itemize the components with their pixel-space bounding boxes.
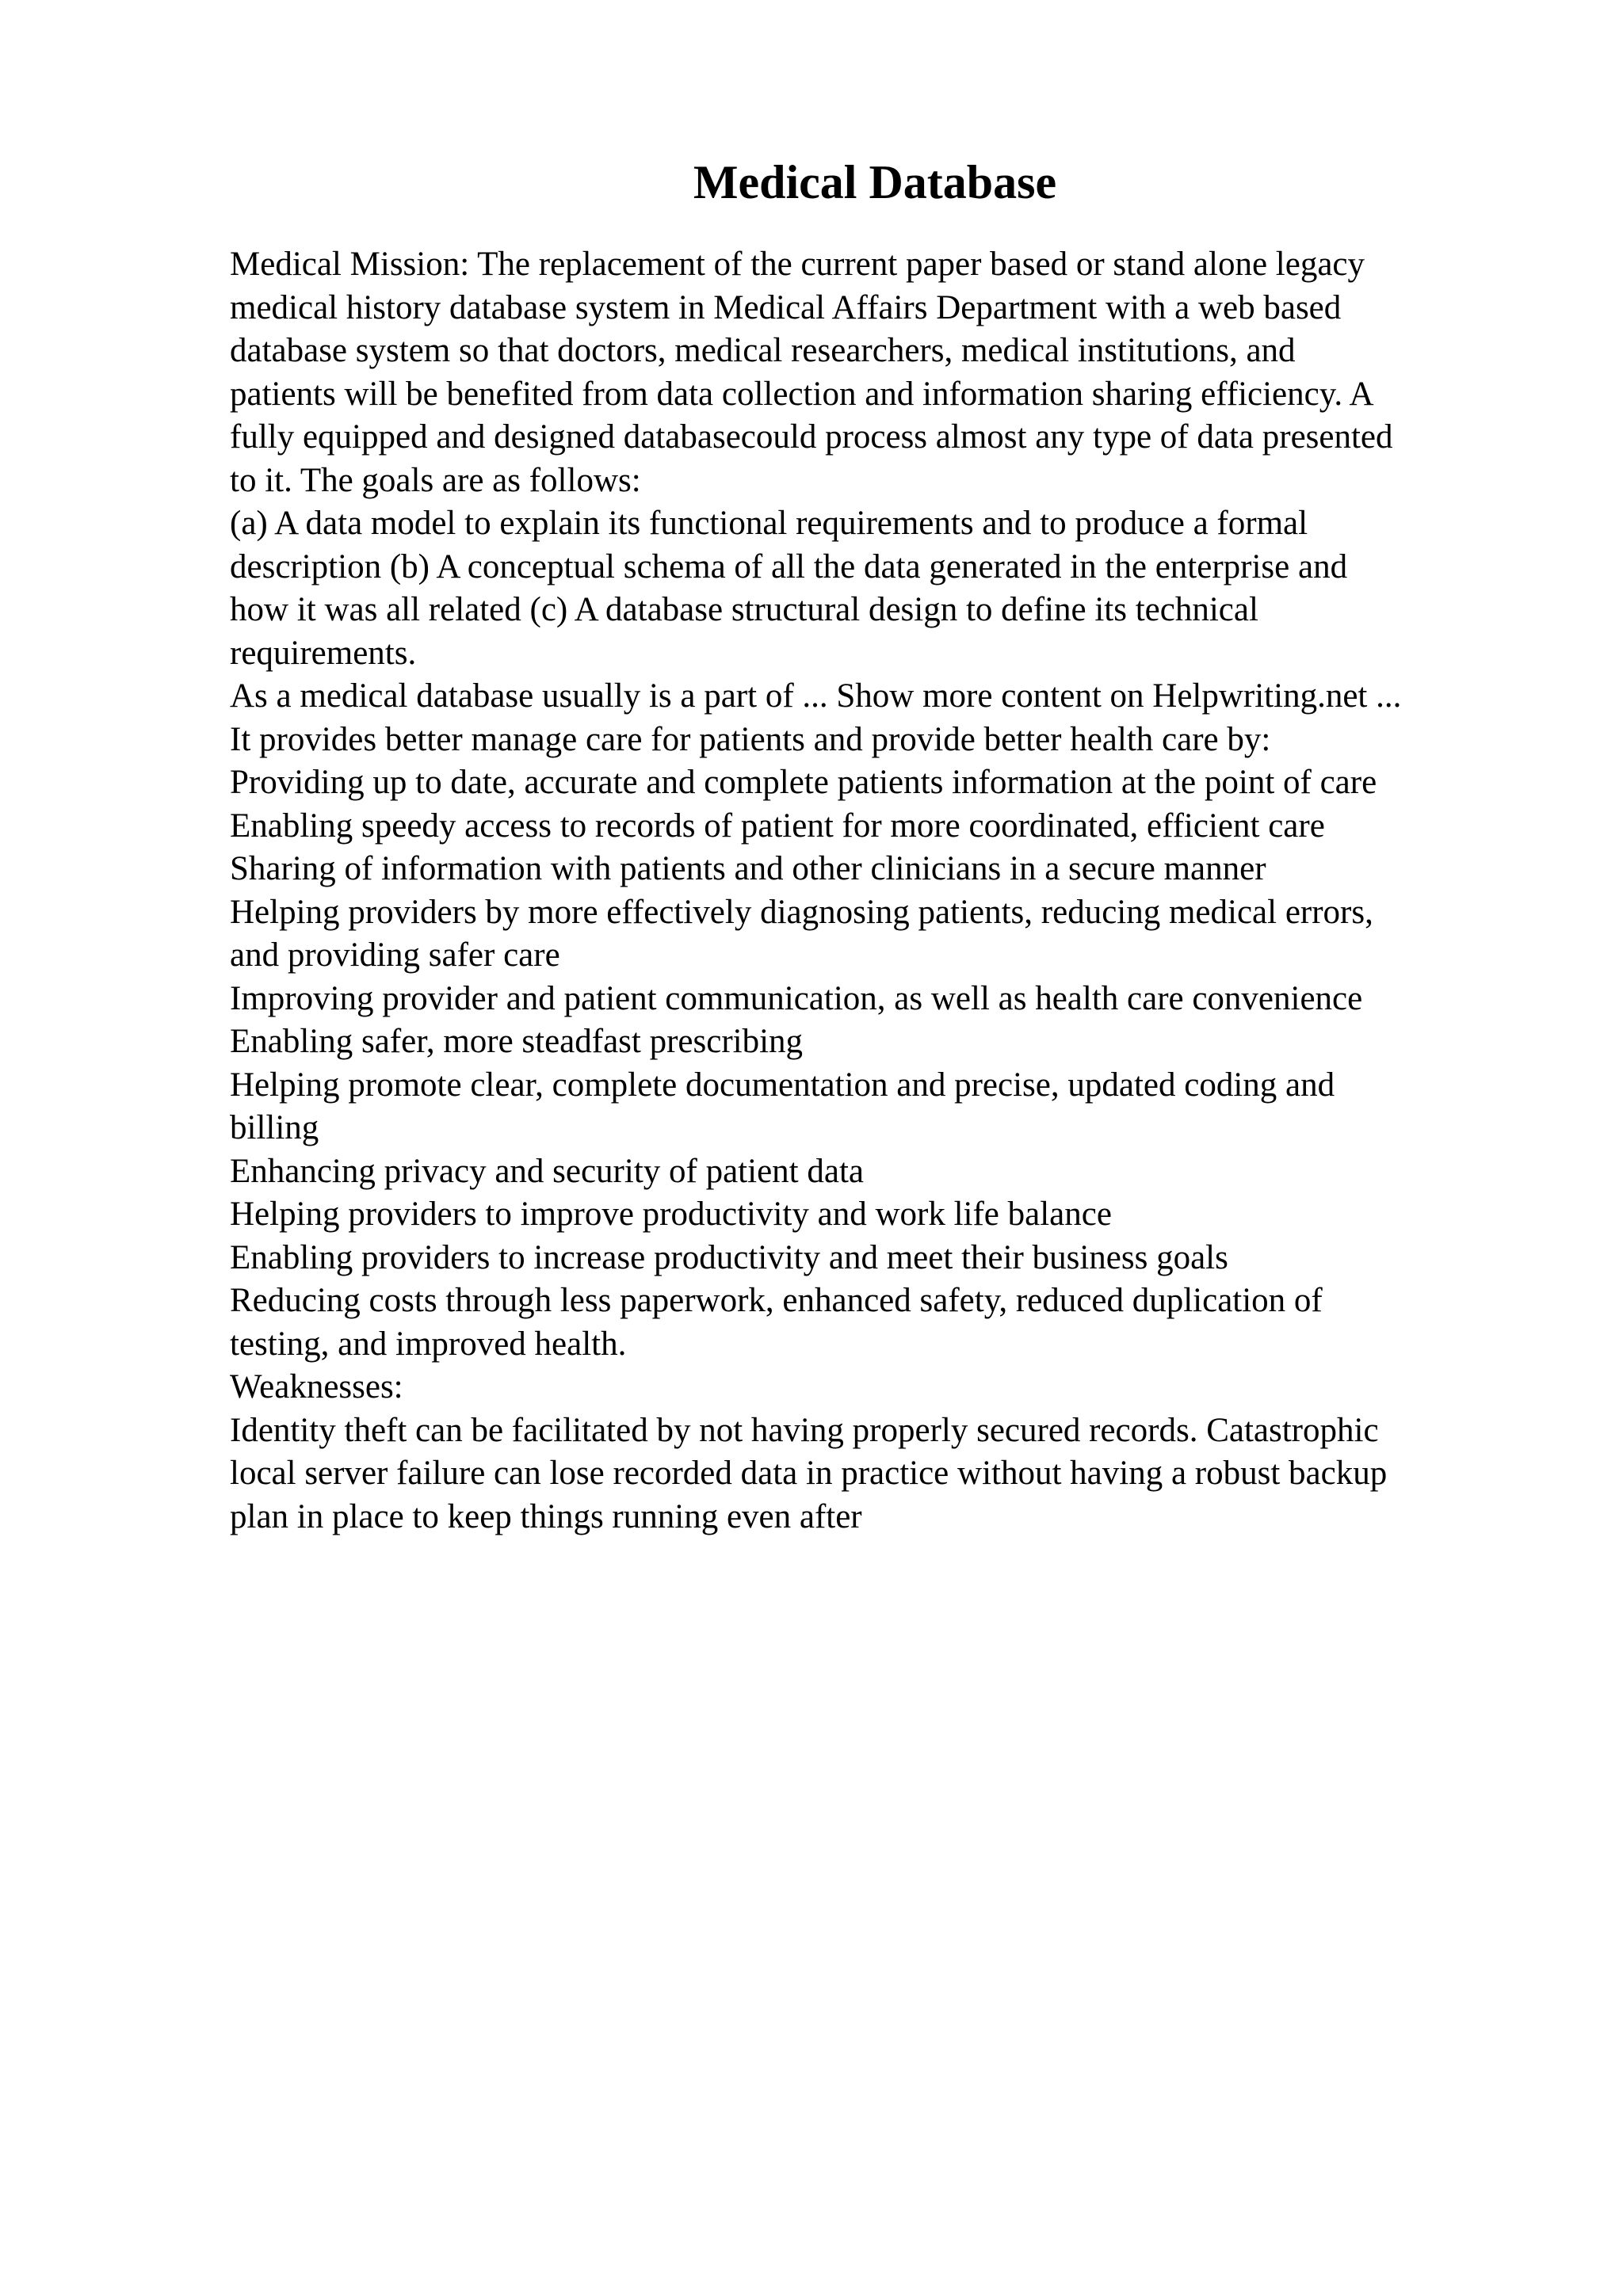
body-line: Weaknesses: xyxy=(230,1368,403,1405)
document-title: Medical Database xyxy=(693,156,1057,208)
body-line: Enabling providers to increase productivity and meet their business goals xyxy=(230,1238,1228,1276)
body-line: Helping promote clear, complete documentation and precise, updated coding and xyxy=(230,1066,1335,1104)
body-line: testing, and improved health. xyxy=(230,1325,627,1363)
body-line: (a) A data model to explain its functional requirements and to produce a formal xyxy=(230,505,1308,542)
body-line: Reducing costs through less paperwork, enhanced safety, reduced duplication of xyxy=(230,1282,1323,1319)
body-line: Enabling safer, more steadfast prescribing xyxy=(230,1023,804,1060)
body-line: Sharing of information with patients and other clinicians in a secure manner xyxy=(230,850,1266,887)
body-line: Providing up to date, accurate and complete patients information at the point of care xyxy=(230,764,1377,801)
body-line: requirements. xyxy=(230,634,417,672)
body-line: and providing safer care xyxy=(230,936,560,974)
body-line: how it was all related (c) A database structural design to define its technical xyxy=(230,591,1258,628)
body-line: It provides better manage care for patients and provide better health care by: xyxy=(230,720,1271,758)
body-line: patients will be benefited from data collection and information sharing efficiency. A xyxy=(230,375,1374,413)
body-line: Improving provider and patient communication, as well as health care convenience xyxy=(230,979,1363,1017)
body-line: Enhancing privacy and security of patient data xyxy=(230,1152,864,1190)
body-line: plan in place to keep things running even after xyxy=(230,1497,862,1535)
document-body xyxy=(230,243,1514,1539)
body-line: Medical Mission: The replacement of the current paper based or stand alone legacy xyxy=(230,246,1365,283)
body-line: to it. The goals are as follows: xyxy=(230,461,641,499)
body-line: As a medical database usually is a part of ... Show more content on Helpwriting.net ... xyxy=(230,677,1402,715)
body-line: description (b) A conceptual schema of all the data generated in the enterprise and xyxy=(230,547,1348,585)
body-line: billing xyxy=(230,1109,319,1146)
body-line: Helping providers to improve productivity and work life balance xyxy=(230,1196,1112,1233)
body-line: Identity theft can be facilitated by not having properly secured records. Catastrophic xyxy=(230,1411,1379,1449)
body-line: fully equipped and designed databasecould process almost any type of data presented xyxy=(230,418,1393,456)
body-line: Helping providers by more effectively diagnosing patients, reducing medical errors, xyxy=(230,893,1373,931)
body-line: database system so that doctors, medical researchers, medical institutions, and xyxy=(230,332,1296,369)
body-line: medical history database system in Medical Affairs Department with a web based xyxy=(230,288,1342,326)
body-line: local server failure can lose recorded data in practice without having a robust backup xyxy=(230,1455,1388,1492)
body-line: Enabling speedy access to records of patient for more coordinated, efficient care xyxy=(230,807,1325,845)
